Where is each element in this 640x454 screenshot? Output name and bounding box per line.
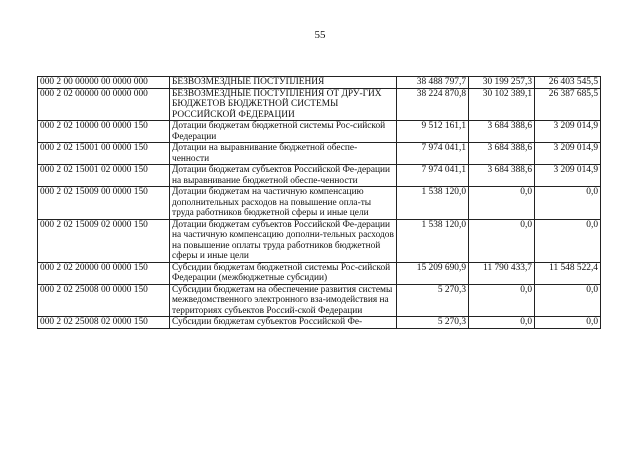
amount-year-3-cell: 3 209 014,9	[535, 165, 601, 187]
amount-year-1-cell: 7 974 041,1	[397, 165, 469, 187]
amount-year-2-cell: 30 102 389,1	[469, 88, 535, 121]
table-row	[38, 165, 601, 187]
budget-code-cell: 000 2 02 15001 02 0000 150	[38, 165, 170, 187]
budget-code-cell: 000 2 02 25008 02 0000 150	[38, 317, 170, 329]
amount-year-2-cell: 3 684 388,6	[469, 165, 535, 187]
amount-year-1-cell: 1 538 120,0	[397, 187, 469, 220]
item-name-cell: Субсидии бюджетам бюджетной системы Рос-сийской Федерации (межбюджетные субсидии)	[170, 262, 397, 284]
amount-year-3-cell: 3 209 014,9	[535, 121, 601, 143]
item-name-cell: Дотации бюджетам бюджетной системы Рос-сийской Федерации	[170, 121, 397, 143]
table-row	[38, 262, 601, 284]
table-row	[38, 284, 601, 317]
item-name-cell: Субсидии бюджетам субъектов Российской Фе-	[170, 317, 397, 329]
amount-year-1-cell: 38 488 797,7	[397, 77, 469, 89]
amount-year-1-cell: 5 270,3	[397, 284, 469, 317]
amount-year-1-cell: 38 224 870,8	[397, 88, 469, 121]
amount-year-1-cell: 7 974 041,1	[397, 143, 469, 165]
item-name-cell: Дотации бюджетам на частичную компенсацию дополнительных расходов на повышение опла-ты труда работников бюджетной сферы и иные цели	[170, 187, 397, 220]
budget-code-cell: 000 2 02 15009 02 0000 150	[38, 219, 170, 262]
amount-year-1-cell: 1 538 120,0	[397, 219, 469, 262]
page-number: 55	[314, 29, 326, 41]
amount-year-3-cell: 0,0	[535, 317, 601, 329]
item-name-cell: Субсидии бюджетам на обеспечение развития системы межведомственного электронного вза-имодействия на территориях субъектов Россий-ской Федерации	[170, 284, 397, 317]
item-name-cell: Дотации бюджетам субъектов Российской Фе-дерации на частичную компенсацию дополни-тельных расходов на повышение оплаты труда работников бюджетной сферы и иные цели	[170, 219, 397, 262]
table-row	[38, 121, 601, 143]
amount-year-3-cell: 3 209 014,9	[535, 143, 601, 165]
amount-year-2-cell: 0,0	[469, 284, 535, 317]
item-name-cell: Дотации бюджетам субъектов Российской Фе-дерации на выравнивание бюджетной обеспе-ченности	[170, 165, 397, 187]
item-name-cell: БЕЗВОЗМЕЗДНЫЕ ПОСТУПЛЕНИЯ ОТ ДРУ-ГИХ БЮДЖЕТОВ БЮДЖЕТНОЙ СИСТЕМЫ РОССИЙСКОЙ ФЕДЕРАЦИИ	[170, 88, 397, 121]
amount-year-2-cell: 3 684 388,6	[469, 121, 535, 143]
amount-year-1-cell: 15 209 690,9	[397, 262, 469, 284]
amount-year-2-cell: 0,0	[469, 187, 535, 220]
budget-code-cell: 000 2 02 15001 00 0000 150	[38, 143, 170, 165]
amount-year-1-cell: 5 270,3	[397, 317, 469, 329]
amount-year-3-cell: 26 387 685,5	[535, 88, 601, 121]
table-row	[38, 219, 601, 262]
item-name-cell: Дотации на выравнивание бюджетной обеспе-ченности	[170, 143, 397, 165]
amount-year-2-cell: 30 199 257,3	[469, 77, 535, 89]
amount-year-3-cell: 0,0	[535, 187, 601, 220]
amount-year-2-cell: 0,0	[469, 219, 535, 262]
table-row	[38, 187, 601, 220]
table-row	[38, 317, 601, 329]
budget-code-cell: 000 2 02 00000 00 0000 000	[38, 88, 170, 121]
amount-year-1-cell: 9 512 161,1	[397, 121, 469, 143]
table-row	[38, 77, 601, 89]
budget-code-cell: 000 2 02 25008 00 0000 150	[38, 284, 170, 317]
table-row	[38, 88, 601, 121]
amount-year-2-cell: 11 790 433,7	[469, 262, 535, 284]
item-name-cell: БЕЗВОЗМЕЗДНЫЕ ПОСТУПЛЕНИЯ	[170, 77, 397, 89]
amount-year-3-cell: 11 548 522,4	[535, 262, 601, 284]
budget-code-cell: 000 2 02 15009 00 0000 150	[38, 187, 170, 220]
budget-code-cell: 000 2 02 20000 00 0000 150	[38, 262, 170, 284]
budget-revenue-table	[37, 76, 601, 329]
amount-year-3-cell: 0,0	[535, 284, 601, 317]
amount-year-2-cell: 0,0	[469, 317, 535, 329]
table-row	[38, 143, 601, 165]
budget-code-cell: 000 2 02 10000 00 0000 150	[38, 121, 170, 143]
amount-year-2-cell: 3 684 388,6	[469, 143, 535, 165]
amount-year-3-cell: 26 403 545,5	[535, 77, 601, 89]
budget-code-cell: 000 2 00 00000 00 0000 000	[38, 77, 170, 89]
amount-year-3-cell: 0,0	[535, 219, 601, 262]
